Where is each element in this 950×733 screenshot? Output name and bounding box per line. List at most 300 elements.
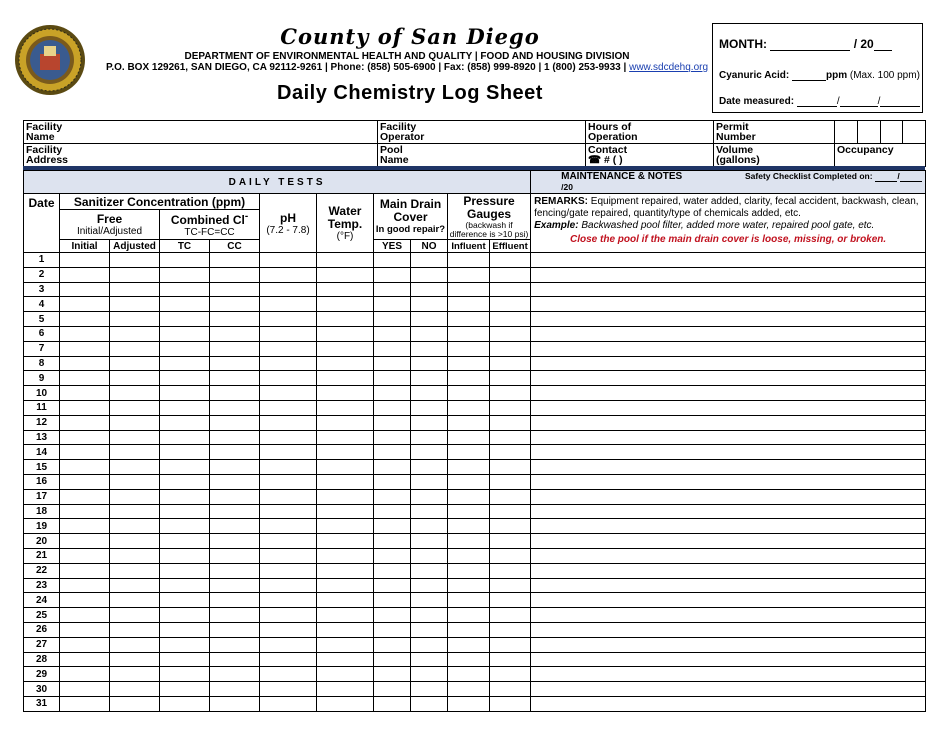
log-entry-cell[interactable] xyxy=(317,637,374,652)
log-entry-cell[interactable] xyxy=(110,445,160,460)
log-entry-cell[interactable] xyxy=(531,593,926,608)
log-entry-cell[interactable] xyxy=(60,415,110,430)
log-entry-cell[interactable] xyxy=(110,652,160,667)
log-entry-cell[interactable] xyxy=(531,400,926,415)
year-field[interactable] xyxy=(874,40,892,51)
log-entry-cell[interactable] xyxy=(210,534,260,549)
log-entry-cell[interactable] xyxy=(317,682,374,697)
log-entry-cell[interactable] xyxy=(531,637,926,652)
log-entry-cell[interactable] xyxy=(160,504,210,519)
log-entry-cell[interactable] xyxy=(448,608,490,623)
log-entry-cell[interactable] xyxy=(110,400,160,415)
log-entry-cell[interactable] xyxy=(210,696,260,711)
log-entry-cell[interactable] xyxy=(210,326,260,341)
log-entry-cell[interactable] xyxy=(411,682,448,697)
log-entry-cell[interactable] xyxy=(160,253,210,268)
log-entry-cell[interactable] xyxy=(531,341,926,356)
log-entry-cell[interactable] xyxy=(374,282,411,297)
log-entry-cell[interactable] xyxy=(210,622,260,637)
log-entry-cell[interactable] xyxy=(60,312,110,327)
log-entry-cell[interactable] xyxy=(448,297,490,312)
log-entry-cell[interactable] xyxy=(411,445,448,460)
log-entry-cell[interactable] xyxy=(160,341,210,356)
log-entry-cell[interactable] xyxy=(110,253,160,268)
log-entry-cell[interactable] xyxy=(210,637,260,652)
log-entry-cell[interactable] xyxy=(160,578,210,593)
log-entry-cell[interactable] xyxy=(448,282,490,297)
log-entry-cell[interactable] xyxy=(60,578,110,593)
log-entry-cell[interactable] xyxy=(160,637,210,652)
log-entry-cell[interactable] xyxy=(374,593,411,608)
permit-number-cells[interactable] xyxy=(835,121,926,144)
log-entry-cell[interactable] xyxy=(210,548,260,563)
log-entry-cell[interactable] xyxy=(448,504,490,519)
log-entry-cell[interactable] xyxy=(60,637,110,652)
log-entry-cell[interactable] xyxy=(448,489,490,504)
log-entry-cell[interactable] xyxy=(260,637,317,652)
log-entry-cell[interactable] xyxy=(210,608,260,623)
log-entry-cell[interactable] xyxy=(531,267,926,282)
log-entry-cell[interactable] xyxy=(531,519,926,534)
log-entry-cell[interactable] xyxy=(490,460,531,475)
log-entry-cell[interactable] xyxy=(60,696,110,711)
log-entry-cell[interactable] xyxy=(210,297,260,312)
log-entry-cell[interactable] xyxy=(448,267,490,282)
log-entry-cell[interactable] xyxy=(110,563,160,578)
month-field[interactable] xyxy=(770,40,850,51)
log-entry-cell[interactable] xyxy=(210,519,260,534)
log-entry-cell[interactable] xyxy=(531,682,926,697)
log-entry-cell[interactable] xyxy=(110,415,160,430)
log-entry-cell[interactable] xyxy=(448,460,490,475)
date-yy-field[interactable] xyxy=(877,96,920,107)
log-entry-cell[interactable] xyxy=(374,474,411,489)
log-entry-cell[interactable] xyxy=(110,682,160,697)
log-entry-cell[interactable] xyxy=(110,341,160,356)
log-entry-cell[interactable] xyxy=(374,578,411,593)
log-entry-cell[interactable] xyxy=(374,652,411,667)
log-entry-cell[interactable] xyxy=(110,622,160,637)
log-entry-cell[interactable] xyxy=(160,682,210,697)
log-entry-cell[interactable] xyxy=(110,282,160,297)
log-entry-cell[interactable] xyxy=(411,637,448,652)
log-entry-cell[interactable] xyxy=(210,430,260,445)
log-entry-cell[interactable] xyxy=(317,696,374,711)
contact-field[interactable]: Contact ☎ # ( ) xyxy=(586,144,714,167)
log-entry-cell[interactable] xyxy=(110,593,160,608)
log-entry-cell[interactable] xyxy=(60,504,110,519)
log-entry-cell[interactable] xyxy=(490,356,531,371)
log-entry-cell[interactable] xyxy=(260,267,317,282)
log-entry-cell[interactable] xyxy=(110,696,160,711)
log-entry-cell[interactable] xyxy=(411,504,448,519)
log-entry-cell[interactable] xyxy=(531,297,926,312)
hours-field[interactable]: Hours of Operation xyxy=(586,121,714,144)
log-entry-cell[interactable] xyxy=(160,312,210,327)
log-entry-cell[interactable] xyxy=(374,312,411,327)
log-entry-cell[interactable] xyxy=(317,548,374,563)
log-entry-cell[interactable] xyxy=(210,267,260,282)
log-entry-cell[interactable] xyxy=(531,534,926,549)
log-entry-cell[interactable] xyxy=(317,267,374,282)
log-entry-cell[interactable] xyxy=(260,371,317,386)
log-entry-cell[interactable] xyxy=(160,326,210,341)
log-entry-cell[interactable] xyxy=(490,578,531,593)
log-entry-cell[interactable] xyxy=(531,386,926,401)
log-entry-cell[interactable] xyxy=(60,608,110,623)
log-entry-cell[interactable] xyxy=(490,386,531,401)
log-entry-cell[interactable] xyxy=(531,563,926,578)
log-entry-cell[interactable] xyxy=(260,253,317,268)
log-entry-cell[interactable] xyxy=(210,253,260,268)
log-entry-cell[interactable] xyxy=(490,534,531,549)
log-entry-cell[interactable] xyxy=(160,460,210,475)
log-entry-cell[interactable] xyxy=(110,267,160,282)
log-entry-cell[interactable] xyxy=(531,445,926,460)
log-entry-cell[interactable] xyxy=(110,548,160,563)
log-entry-cell[interactable] xyxy=(490,637,531,652)
log-entry-cell[interactable] xyxy=(160,371,210,386)
log-entry-cell[interactable] xyxy=(490,519,531,534)
log-entry-cell[interactable] xyxy=(260,386,317,401)
log-entry-cell[interactable] xyxy=(531,696,926,711)
log-entry-cell[interactable] xyxy=(60,652,110,667)
log-entry-cell[interactable] xyxy=(374,386,411,401)
log-entry-cell[interactable] xyxy=(411,400,448,415)
log-entry-cell[interactable] xyxy=(210,489,260,504)
occupancy-field[interactable]: Occupancy xyxy=(835,144,926,167)
log-entry-cell[interactable] xyxy=(60,489,110,504)
log-entry-cell[interactable] xyxy=(531,460,926,475)
log-entry-cell[interactable] xyxy=(374,667,411,682)
log-entry-cell[interactable] xyxy=(317,474,374,489)
log-entry-cell[interactable] xyxy=(160,297,210,312)
log-entry-cell[interactable] xyxy=(160,474,210,489)
log-entry-cell[interactable] xyxy=(448,326,490,341)
log-entry-cell[interactable] xyxy=(317,415,374,430)
log-entry-cell[interactable] xyxy=(374,696,411,711)
log-entry-cell[interactable] xyxy=(210,563,260,578)
log-entry-cell[interactable] xyxy=(160,652,210,667)
log-entry-cell[interactable] xyxy=(374,682,411,697)
log-entry-cell[interactable] xyxy=(411,267,448,282)
log-entry-cell[interactable] xyxy=(531,474,926,489)
log-entry-cell[interactable] xyxy=(60,253,110,268)
log-entry-cell[interactable] xyxy=(210,682,260,697)
log-entry-cell[interactable] xyxy=(411,386,448,401)
log-entry-cell[interactable] xyxy=(490,504,531,519)
log-entry-cell[interactable] xyxy=(531,356,926,371)
log-entry-cell[interactable] xyxy=(110,312,160,327)
log-entry-cell[interactable] xyxy=(317,534,374,549)
log-entry-cell[interactable] xyxy=(260,489,317,504)
log-entry-cell[interactable] xyxy=(210,445,260,460)
log-entry-cell[interactable] xyxy=(160,415,210,430)
log-entry-cell[interactable] xyxy=(411,622,448,637)
log-entry-cell[interactable] xyxy=(210,504,260,519)
log-entry-cell[interactable] xyxy=(160,445,210,460)
log-entry-cell[interactable] xyxy=(260,326,317,341)
log-entry-cell[interactable] xyxy=(531,282,926,297)
log-entry-cell[interactable] xyxy=(374,267,411,282)
log-entry-cell[interactable] xyxy=(490,297,531,312)
log-entry-cell[interactable] xyxy=(160,696,210,711)
facility-address-field[interactable]: Facility Address xyxy=(24,144,378,167)
log-entry-cell[interactable] xyxy=(374,504,411,519)
log-entry-cell[interactable] xyxy=(160,400,210,415)
log-entry-cell[interactable] xyxy=(317,430,374,445)
log-entry-cell[interactable] xyxy=(110,460,160,475)
log-entry-cell[interactable] xyxy=(531,578,926,593)
log-entry-cell[interactable] xyxy=(317,593,374,608)
log-entry-cell[interactable] xyxy=(411,356,448,371)
log-entry-cell[interactable] xyxy=(490,622,531,637)
log-entry-cell[interactable] xyxy=(448,578,490,593)
log-entry-cell[interactable] xyxy=(490,253,531,268)
log-entry-cell[interactable] xyxy=(110,297,160,312)
log-entry-cell[interactable] xyxy=(160,282,210,297)
log-entry-cell[interactable] xyxy=(531,415,926,430)
log-entry-cell[interactable] xyxy=(531,667,926,682)
facility-name-field[interactable]: Facility Name xyxy=(24,121,378,144)
log-entry-cell[interactable] xyxy=(60,430,110,445)
log-entry-cell[interactable] xyxy=(411,297,448,312)
log-entry-cell[interactable] xyxy=(490,312,531,327)
log-entry-cell[interactable] xyxy=(110,371,160,386)
log-entry-cell[interactable] xyxy=(210,341,260,356)
log-entry-cell[interactable] xyxy=(317,608,374,623)
log-entry-cell[interactable] xyxy=(411,578,448,593)
log-entry-cell[interactable] xyxy=(490,326,531,341)
log-entry-cell[interactable] xyxy=(317,652,374,667)
log-entry-cell[interactable] xyxy=(210,474,260,489)
log-entry-cell[interactable] xyxy=(411,667,448,682)
log-entry-cell[interactable] xyxy=(160,563,210,578)
log-entry-cell[interactable] xyxy=(448,682,490,697)
log-entry-cell[interactable] xyxy=(110,474,160,489)
log-entry-cell[interactable] xyxy=(317,563,374,578)
log-entry-cell[interactable] xyxy=(490,445,531,460)
log-entry-cell[interactable] xyxy=(260,282,317,297)
log-entry-cell[interactable] xyxy=(490,489,531,504)
log-entry-cell[interactable] xyxy=(260,445,317,460)
log-entry-cell[interactable] xyxy=(260,297,317,312)
log-entry-cell[interactable] xyxy=(411,460,448,475)
log-entry-cell[interactable] xyxy=(531,326,926,341)
log-entry-cell[interactable] xyxy=(260,400,317,415)
log-entry-cell[interactable] xyxy=(411,696,448,711)
log-entry-cell[interactable] xyxy=(210,282,260,297)
log-entry-cell[interactable] xyxy=(317,460,374,475)
log-entry-cell[interactable] xyxy=(490,682,531,697)
log-entry-cell[interactable] xyxy=(490,341,531,356)
log-entry-cell[interactable] xyxy=(260,312,317,327)
log-entry-cell[interactable] xyxy=(60,474,110,489)
log-entry-cell[interactable] xyxy=(260,356,317,371)
log-entry-cell[interactable] xyxy=(160,667,210,682)
log-entry-cell[interactable] xyxy=(260,504,317,519)
log-entry-cell[interactable] xyxy=(160,519,210,534)
log-entry-cell[interactable] xyxy=(531,652,926,667)
log-entry-cell[interactable] xyxy=(531,253,926,268)
log-entry-cell[interactable] xyxy=(160,548,210,563)
log-entry-cell[interactable] xyxy=(210,312,260,327)
log-entry-cell[interactable] xyxy=(260,622,317,637)
log-entry-cell[interactable] xyxy=(160,267,210,282)
log-entry-cell[interactable] xyxy=(374,341,411,356)
log-entry-cell[interactable] xyxy=(411,341,448,356)
log-entry-cell[interactable] xyxy=(210,400,260,415)
log-entry-cell[interactable] xyxy=(60,548,110,563)
log-entry-cell[interactable] xyxy=(317,326,374,341)
log-entry-cell[interactable] xyxy=(490,608,531,623)
log-entry-cell[interactable] xyxy=(317,519,374,534)
log-entry-cell[interactable] xyxy=(448,253,490,268)
log-entry-cell[interactable] xyxy=(110,534,160,549)
log-entry-cell[interactable] xyxy=(531,622,926,637)
log-entry-cell[interactable] xyxy=(110,637,160,652)
log-entry-cell[interactable] xyxy=(448,534,490,549)
log-entry-cell[interactable] xyxy=(374,489,411,504)
log-entry-cell[interactable] xyxy=(490,415,531,430)
log-entry-cell[interactable] xyxy=(531,430,926,445)
log-entry-cell[interactable] xyxy=(317,504,374,519)
log-entry-cell[interactable] xyxy=(448,371,490,386)
log-entry-cell[interactable] xyxy=(260,430,317,445)
date-mm-field[interactable] xyxy=(797,96,837,107)
log-entry-cell[interactable] xyxy=(317,282,374,297)
log-entry-cell[interactable] xyxy=(60,534,110,549)
log-entry-cell[interactable] xyxy=(60,667,110,682)
log-entry-cell[interactable] xyxy=(60,282,110,297)
log-entry-cell[interactable] xyxy=(490,652,531,667)
log-entry-cell[interactable] xyxy=(411,415,448,430)
log-entry-cell[interactable] xyxy=(448,652,490,667)
log-entry-cell[interactable] xyxy=(60,386,110,401)
log-entry-cell[interactable] xyxy=(160,534,210,549)
log-entry-cell[interactable] xyxy=(531,504,926,519)
log-entry-cell[interactable] xyxy=(317,297,374,312)
log-entry-cell[interactable] xyxy=(411,430,448,445)
log-entry-cell[interactable] xyxy=(448,312,490,327)
log-entry-cell[interactable] xyxy=(210,386,260,401)
log-entry-cell[interactable] xyxy=(317,253,374,268)
log-entry-cell[interactable] xyxy=(110,578,160,593)
log-entry-cell[interactable] xyxy=(60,326,110,341)
log-entry-cell[interactable] xyxy=(210,578,260,593)
cya-field[interactable] xyxy=(792,70,826,81)
log-entry-cell[interactable] xyxy=(411,608,448,623)
log-entry-cell[interactable] xyxy=(490,696,531,711)
log-entry-cell[interactable] xyxy=(448,400,490,415)
log-entry-cell[interactable] xyxy=(110,326,160,341)
log-entry-cell[interactable] xyxy=(531,312,926,327)
log-entry-cell[interactable] xyxy=(317,667,374,682)
log-entry-cell[interactable] xyxy=(60,563,110,578)
log-entry-cell[interactable] xyxy=(374,534,411,549)
log-entry-cell[interactable] xyxy=(531,548,926,563)
log-entry-cell[interactable] xyxy=(317,312,374,327)
log-entry-cell[interactable] xyxy=(110,356,160,371)
log-entry-cell[interactable] xyxy=(490,267,531,282)
log-entry-cell[interactable] xyxy=(160,593,210,608)
log-entry-cell[interactable] xyxy=(60,593,110,608)
log-entry-cell[interactable] xyxy=(260,593,317,608)
log-entry-cell[interactable] xyxy=(317,578,374,593)
log-entry-cell[interactable] xyxy=(317,356,374,371)
volume-field[interactable]: Volume (gallons) xyxy=(714,144,835,167)
log-entry-cell[interactable] xyxy=(411,371,448,386)
log-entry-cell[interactable] xyxy=(260,534,317,549)
log-entry-cell[interactable] xyxy=(260,474,317,489)
log-entry-cell[interactable] xyxy=(448,445,490,460)
log-entry-cell[interactable] xyxy=(210,652,260,667)
log-entry-cell[interactable] xyxy=(374,608,411,623)
log-entry-cell[interactable] xyxy=(160,608,210,623)
log-entry-cell[interactable] xyxy=(490,548,531,563)
log-entry-cell[interactable] xyxy=(448,667,490,682)
log-entry-cell[interactable] xyxy=(448,519,490,534)
log-entry-cell[interactable] xyxy=(448,696,490,711)
log-entry-cell[interactable] xyxy=(411,489,448,504)
log-entry-cell[interactable] xyxy=(110,386,160,401)
log-entry-cell[interactable] xyxy=(448,415,490,430)
log-entry-cell[interactable] xyxy=(210,356,260,371)
website-link[interactable]: www.sdcdehq.org xyxy=(629,62,709,73)
log-entry-cell[interactable] xyxy=(260,341,317,356)
log-entry-cell[interactable] xyxy=(160,430,210,445)
log-entry-cell[interactable] xyxy=(110,608,160,623)
log-entry-cell[interactable] xyxy=(60,267,110,282)
log-entry-cell[interactable] xyxy=(60,460,110,475)
log-entry-cell[interactable] xyxy=(110,504,160,519)
log-entry-cell[interactable] xyxy=(448,356,490,371)
log-entry-cell[interactable] xyxy=(374,356,411,371)
log-entry-cell[interactable] xyxy=(260,415,317,430)
log-entry-cell[interactable] xyxy=(448,563,490,578)
log-entry-cell[interactable] xyxy=(448,341,490,356)
log-entry-cell[interactable] xyxy=(411,548,448,563)
log-entry-cell[interactable] xyxy=(448,593,490,608)
log-entry-cell[interactable] xyxy=(260,682,317,697)
log-entry-cell[interactable] xyxy=(374,548,411,563)
log-entry-cell[interactable] xyxy=(374,297,411,312)
log-entry-cell[interactable] xyxy=(448,474,490,489)
log-entry-cell[interactable] xyxy=(490,430,531,445)
log-entry-cell[interactable] xyxy=(260,696,317,711)
log-entry-cell[interactable] xyxy=(374,415,411,430)
log-entry-cell[interactable] xyxy=(260,608,317,623)
log-entry-cell[interactable] xyxy=(210,460,260,475)
log-entry-cell[interactable] xyxy=(260,548,317,563)
log-entry-cell[interactable] xyxy=(317,341,374,356)
log-entry-cell[interactable] xyxy=(411,282,448,297)
log-entry-cell[interactable] xyxy=(374,253,411,268)
log-entry-cell[interactable] xyxy=(317,622,374,637)
log-entry-cell[interactable] xyxy=(317,386,374,401)
log-entry-cell[interactable] xyxy=(110,430,160,445)
log-entry-cell[interactable] xyxy=(448,386,490,401)
log-entry-cell[interactable] xyxy=(60,682,110,697)
log-entry-cell[interactable] xyxy=(60,371,110,386)
log-entry-cell[interactable] xyxy=(490,400,531,415)
log-entry-cell[interactable] xyxy=(317,371,374,386)
log-entry-cell[interactable] xyxy=(374,445,411,460)
log-entry-cell[interactable] xyxy=(60,519,110,534)
log-entry-cell[interactable] xyxy=(110,667,160,682)
log-entry-cell[interactable] xyxy=(210,667,260,682)
log-entry-cell[interactable] xyxy=(374,519,411,534)
